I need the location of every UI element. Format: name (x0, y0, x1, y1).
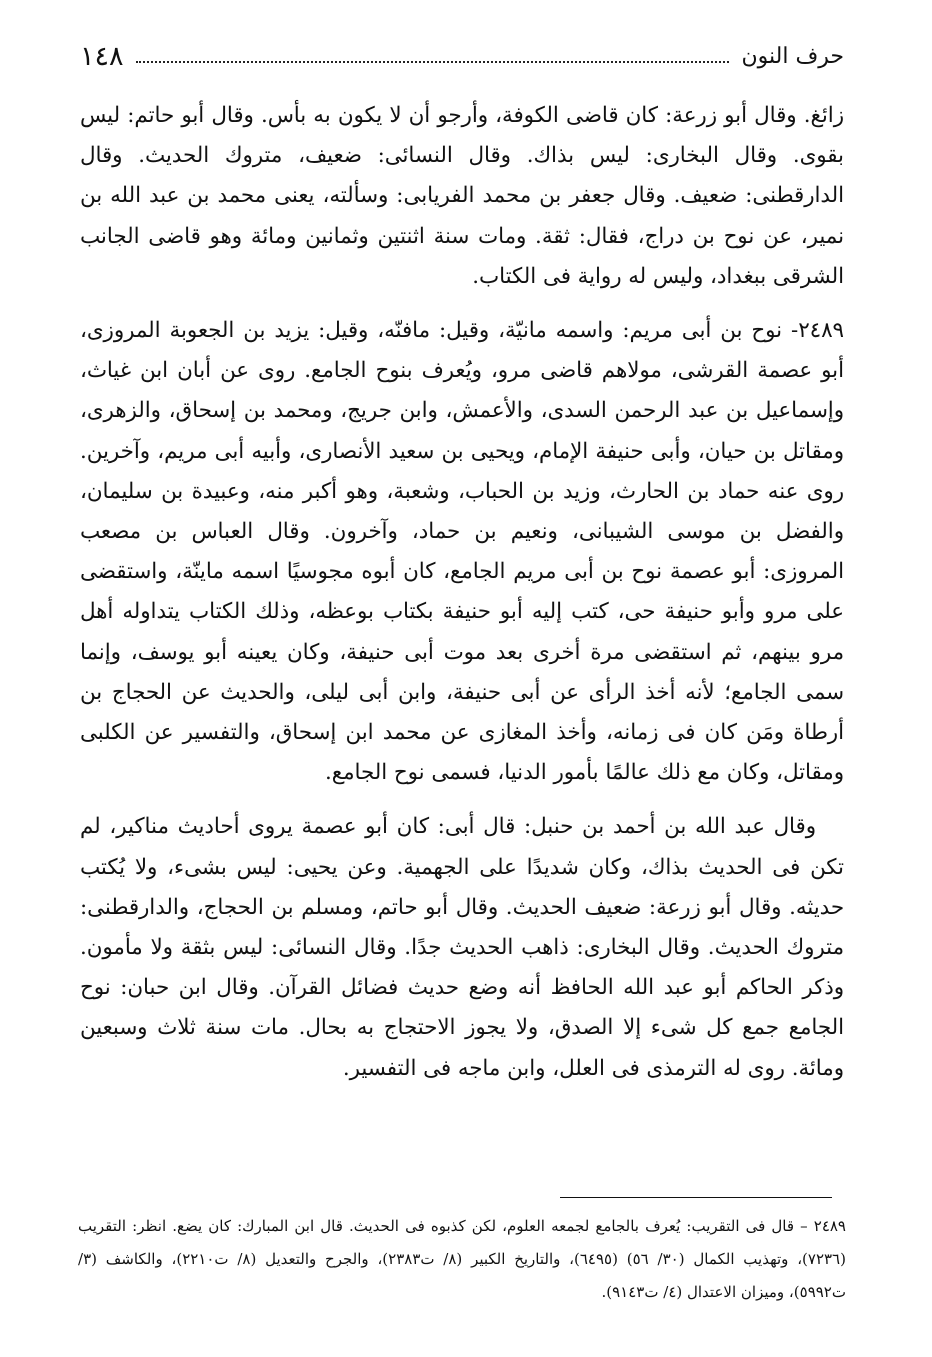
entry-number: ٢٤٨٩- (791, 318, 844, 344)
section-title: حرف النون (741, 43, 844, 69)
paragraph-text: نوح بن أبى مريم: واسمه مانيّة، وقيل: مافنّه، وقيل: يزيد بن الجعوبة المروزى، أبو عصمة القرشى، مولاهم قاضى مرو، ويُعرف بنوح الجامع. روى عن أبان ابن غياث، وإسماعيل بن عبد الرحمن السدى، والأعمش، وابن جريج، ومحمد بن إسحاق، والزهرى، ومقاتل بن حيان، وأبى حنيفة الإمام، ويحيى بن سعيد الأنصارى، وأبيه أبى مريم، وآخرين. روى عنه حماد بن الحارث، وزيد بن الحباب، وشعبة، وهو أكبر منه، وعبيدة بن سليمان، والفضل بن موسى الشيبانى، ونعيم بن حماد، وآخرون. وقال العباس بن مصعب المروزى: أبو عصمة نوح بن أبى مريم الجامع، كان أبوه مجوسيًا اسمه ماينّة، واستقضى على مرو وأبو حنيفة حى، كتب إليه أبو حنيفة بكتاب بوعظه، وذلك الكتاب يتداوله أهل مرو بينهم، ثم استقضى مرة أخرى بعد موت أبى حنيفة، وكان يعينه أبو يوسف، وإنما سمى الجامع؛ لأنه أخذ الرأى عن أبى حنيفة، وابن أبى ليلى، والحديث عن الحجاج بن أرطاة ومَن كان فى زمانه، وأخذ المغازى عن محمد ابن إسحاق، والتفسير عن الكلبى ومقاتل، وكان مع ذلك عالمًا بأمور الدنيا، فسمى نوح الجامع. (80, 318, 844, 786)
entry-paragraph (80, 311, 844, 793)
paragraph-continuation (80, 96, 844, 297)
paragraph-text: زائغ. وقال أبو زرعة: كان قاضى الكوفة، وأرجو أن لا يكون به بأس. وقال أبو حاتم: ليس بقوى. وقال البخارى: ليس بذاك. وقال النسائى: ضعيف، متروك الحديث. وقال الدارقطنى: ضعيف. وقال جعفر بن محمد الفريابى: وسألته، يعنى محمد بن عبد الله بن نمير، عن نوح بن دراج، فقال: ثقة. ومات سنة اثنتين وثمانين ومائة وهو قاضى الجانب الشرقى ببغداد، وليس له رواية فى الكتاب. (80, 103, 844, 289)
page-body (80, 96, 844, 1089)
paragraph-criticism (80, 807, 844, 1088)
page-header (80, 34, 844, 78)
footnote-separator (560, 1197, 832, 1198)
header-dotted-leader (136, 61, 730, 63)
page-number: ١٤٨ (80, 40, 124, 72)
footnote-text: ٢٤٨٩ – قال فى التقريب: يُعرف بالجامع لجمعه العلوم، لكن كذبوه فى الحديث. قال ابن المبارك: كان يضع. انظر: التقريب (٧٢٣٦)، وتهذيب الكمال (٣٠/ ٥٦) (٦٤٩٥)، والتاريخ الكبير (٨/ ت٢٣٨٣)، والجرح والتعديل (٨/ ت٢٢١٠)، والكاشف (٣/ ت٥٩٩٢)، وميزان الاعتدال (٤/ ت٩١٤٣). (78, 1217, 846, 1301)
footnote (78, 1210, 846, 1309)
paragraph-text: وقال عبد الله بن أحمد بن حنبل: قال أبى: كان أبو عصمة يروى أحاديث مناكير، لم تكن فى الحديث بذاك، وكان شديدًا على الجهمية. وعن يحيى: ليس بشىء، ولا يُكتب حديثه. وقال أبو زرعة: ضعيف الحديث. وقال أبو حاتم، ومسلم بن الحجاج، والدارقطنى: متروك الحديث. وقال البخارى: ذاهب الحديث جدًا. وقال النسائى: ليس بثقة ولا مأمون. وذكر الحاكم أبو عبد الله الحافظ أنه وضع حديث فضائل القرآن. وقال ابن حبان: نوح الجامع جمع كل شىء إلا الصدق، ولا يجوز الاحتجاج به بحال. مات سنة ثلاث وسبعين ومائة. روى له الترمذى فى العلل، وابن ماجه فى التفسير. (80, 814, 844, 1081)
